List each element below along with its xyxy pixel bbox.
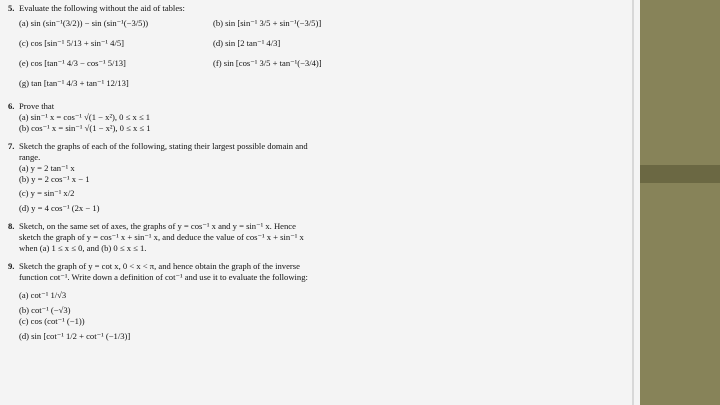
problem-number: 7.: [8, 141, 15, 151]
problem-8-text-1: Sketch, on the same set of axes, the graphs of y = cos⁻¹ x and y = sin⁻¹ x. Hence: [19, 221, 296, 231]
problem-6b: (b) cos⁻¹ x = sin⁻¹ √(1 − x²), 0 ≤ x ≤ 1: [19, 123, 151, 133]
problem-8-line-2: [8, 232, 403, 243]
problem-7b: (b) y = 2 cos⁻¹ x − 1: [19, 174, 90, 184]
problem-9c-row: [8, 316, 403, 327]
problem-5d: (d) sin [2 tan⁻¹ 4/3]: [213, 38, 281, 48]
problem-intro: Evaluate the following without the aid of tables:: [19, 3, 185, 13]
problem-7-intro-cont: [8, 152, 403, 163]
problem-5c: (c) cos [sin⁻¹ 5/13 + sin⁻¹ 4/5]: [19, 38, 124, 48]
problem-9c: (c) cos (cot⁻¹ (−1)): [19, 316, 85, 326]
problem-5e: (e) cos [tan⁻¹ 4/3 − cos⁻¹ 5/13]: [19, 58, 126, 68]
problem-8-line-3: [8, 243, 403, 254]
problem-5-row-4: [8, 74, 403, 94]
problem-7b-row: [8, 174, 403, 185]
problem-5-row-1: [8, 14, 403, 34]
problem-7a-row: [8, 163, 403, 174]
problem-9d-row: [8, 327, 403, 347]
problem-9-text-2: function cot⁻¹. Write down a definition of cot⁻¹ and use it to evaluate the following:: [19, 272, 308, 282]
problem-6-header: [8, 101, 403, 112]
problem-6a: (a) sin⁻¹ x = cos⁻¹ √(1 − x²), 0 ≤ x ≤ 1: [19, 112, 151, 122]
problem-6b-row: [8, 123, 403, 134]
problem-intro: Prove that: [19, 101, 55, 111]
slide-divider: [632, 0, 634, 405]
problem-7d: (d) y = 4 cos⁻¹ (2x − 1): [19, 203, 100, 213]
problem-5a: (a) sin (sin⁻¹(3/2)) − sin (sin⁻¹(−3/5)): [19, 18, 149, 28]
problem-5f: (f) sin [cos⁻¹ 3/5 + tan⁻¹(−3/4)]: [213, 58, 322, 68]
problem-5b: (b) sin [sin⁻¹ 3/5 + sin⁻¹(−3/5)]: [213, 18, 322, 28]
problem-number: 5.: [8, 3, 15, 13]
problem-5-row-3: [8, 54, 403, 74]
problem-7c-row: [8, 185, 403, 203]
problem-intro: Sketch the graphs of each of the following, stating their largest possible domain and: [19, 141, 308, 151]
problem-8-text-2: sketch the graph of y = cos⁻¹ x + sin⁻¹ x, and deduce the value of cos⁻¹ x + sin⁻¹ x: [19, 232, 304, 242]
problem-9d: (d) sin [cot⁻¹ 1/2 + cot⁻¹ (−1/3)]: [19, 331, 131, 341]
problem-9a: (a) cot⁻¹ 1/√3: [19, 290, 67, 300]
problem-9-line-2: [8, 272, 403, 283]
problem-9a-row: [8, 287, 403, 305]
problem-7-header: [8, 141, 403, 152]
problem-9b: (b) cot⁻¹ (−√3): [19, 305, 71, 315]
problem-5g: (g) tan [tan⁻¹ 4/3 + tan⁻¹ 12/13]: [19, 78, 129, 88]
problem-9-line-1: [8, 261, 403, 272]
problem-7c: (c) y = sin⁻¹ x/2: [19, 188, 75, 198]
problem-5-header: [8, 3, 403, 14]
problem-5-row-2: [8, 34, 403, 54]
problem-number: 8.: [8, 221, 15, 231]
decorative-sidebar: [640, 0, 720, 405]
problem-8-text-3: when (a) 1 ≤ x ≤ 0, and (b) 0 ≤ x ≤ 1.: [19, 243, 147, 253]
problem-7d-row: [8, 203, 403, 214]
problem-9b-row: [8, 305, 403, 316]
problem-8-line-1: [8, 221, 403, 232]
problem-number: 6.: [8, 101, 15, 111]
problem-number: 9.: [8, 261, 15, 271]
problem-6a-row: [8, 112, 403, 123]
problem-9-text-1: Sketch the graph of y = cot x, 0 < x < π, and hence obtain the graph of the inverse: [19, 261, 300, 271]
sidebar-band: [640, 165, 720, 183]
textbook-page: [8, 3, 403, 347]
problem-intro-cont: range.: [19, 152, 41, 162]
problem-7a: (a) y = 2 tan⁻¹ x: [19, 163, 75, 173]
